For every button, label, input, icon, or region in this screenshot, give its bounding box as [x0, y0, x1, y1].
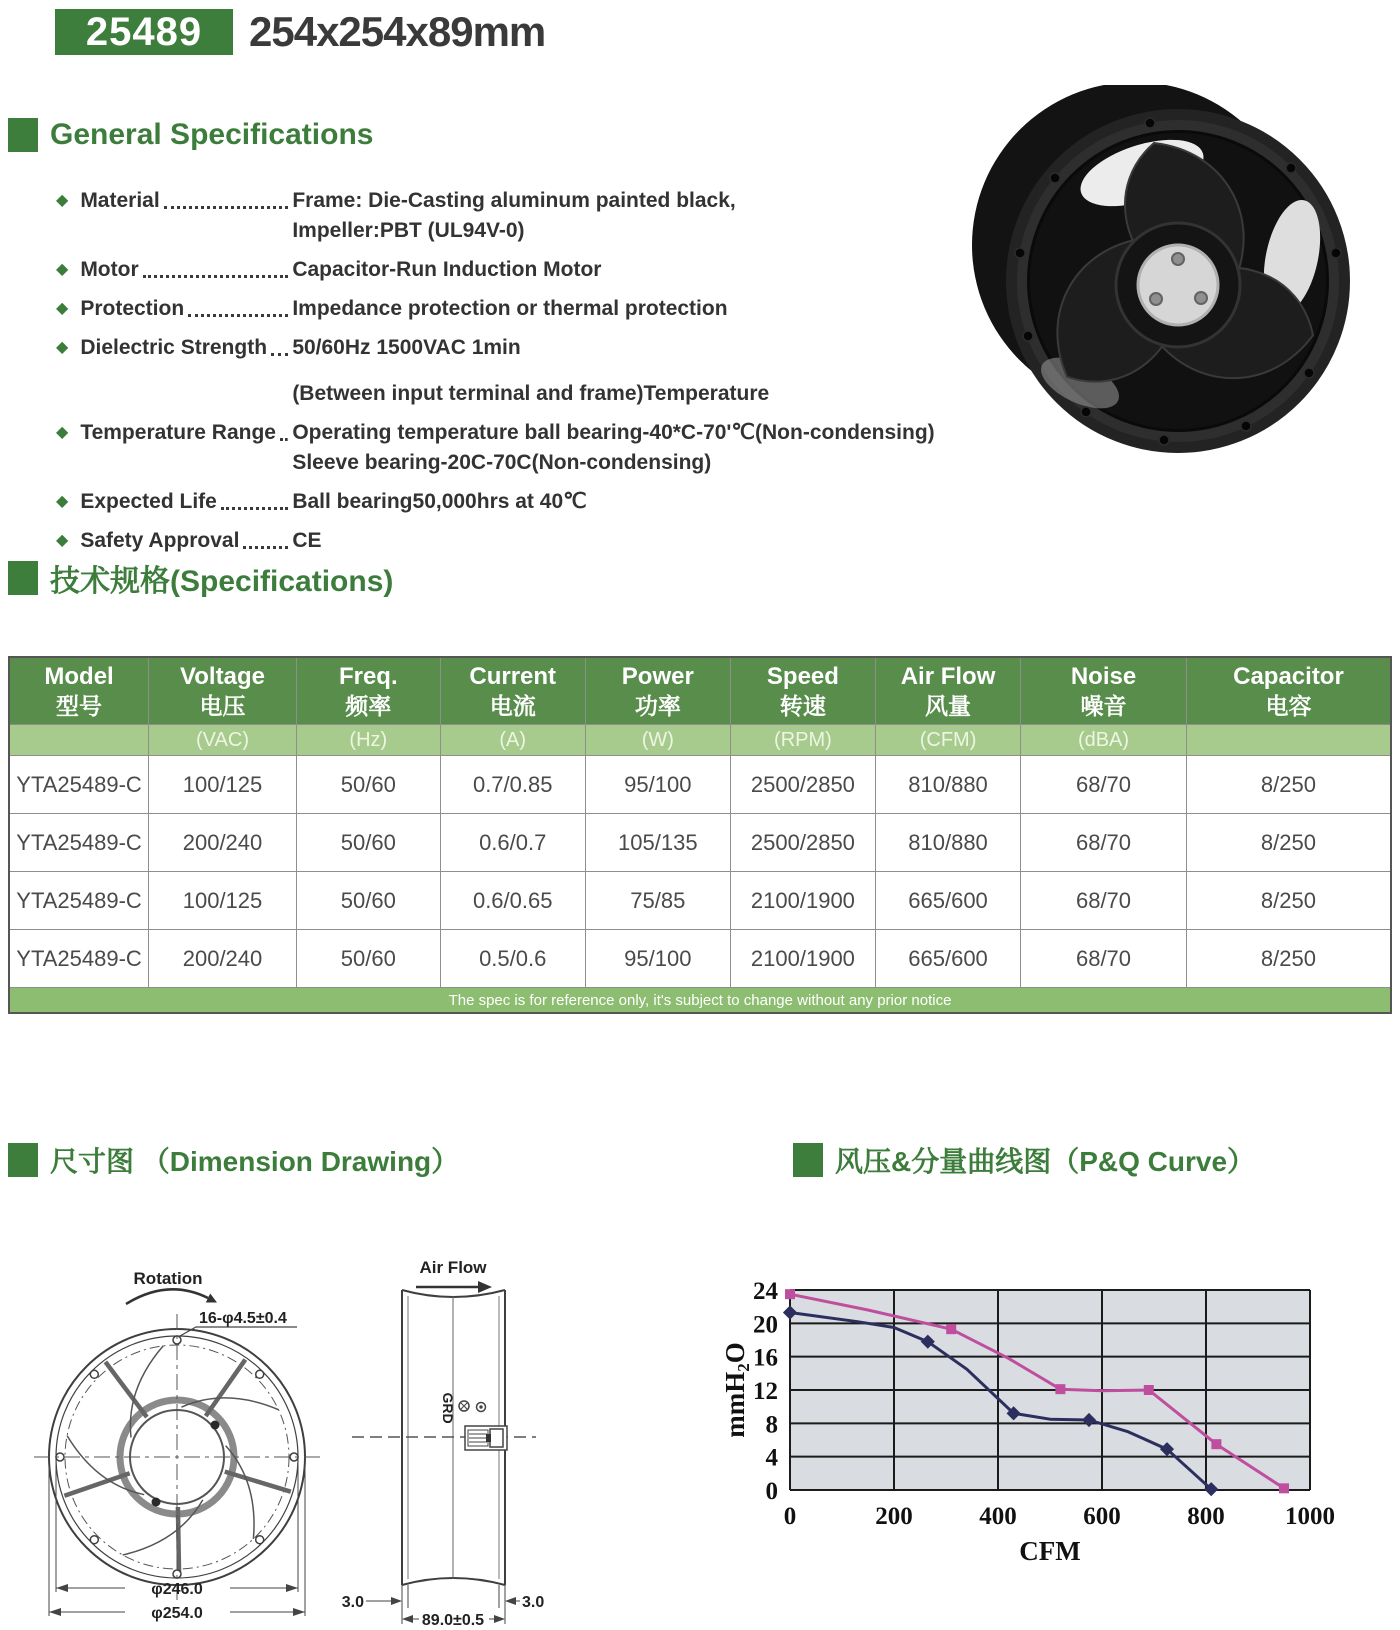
dot-leader: [143, 275, 289, 278]
diamond-bullet-icon: ◆: [56, 300, 69, 317]
page-header: [55, 8, 545, 56]
x-tick-label: 200: [875, 1503, 913, 1530]
spec-cell: 2100/1900: [730, 930, 875, 988]
spec-cell: YTA25489-C: [9, 814, 149, 872]
inner-diameter-label: φ246.0: [151, 1581, 203, 1598]
general-specifications-section: [8, 118, 938, 565]
spec-col-header: Voltage 电压: [149, 657, 297, 725]
spec-value-line: (Between input terminal and frame)Temperature: [292, 382, 770, 405]
spec-col-header: Speed 转速: [730, 657, 875, 725]
spec-col-unit: (VAC): [149, 725, 297, 756]
spec-table-unit-row: [9, 725, 1391, 756]
x-tick-label: 400: [979, 1503, 1017, 1530]
spec-item-label-wrap: [80, 487, 292, 517]
green-square-icon: [8, 118, 38, 152]
spec-value-line: Capacitor-Run Induction Motor: [292, 258, 602, 281]
spec-cell: 665/600: [875, 930, 1020, 988]
spec-cell: YTA25489-C: [9, 756, 149, 814]
spec-cell: 2500/2850: [730, 814, 875, 872]
spec-cell: 68/70: [1021, 930, 1187, 988]
spec-table: [8, 656, 1392, 1014]
spec-item-label: Dielectric Strength: [80, 336, 268, 359]
data-point-square: [785, 1289, 795, 1299]
dot-leader: [280, 438, 288, 441]
section-heading: General Specifications: [50, 118, 374, 151]
diamond-bullet-icon: ◆: [56, 424, 69, 441]
spec-cell: 95/100: [585, 930, 730, 988]
spec-item-label-wrap: [80, 418, 292, 448]
outer-diameter-label: φ254.0: [151, 1605, 203, 1622]
spec-item-label-wrap: [80, 526, 292, 556]
spec-item-label: Expected Life: [80, 490, 217, 513]
spec-value-line: 50/60Hz 1500VAC 1min: [292, 336, 521, 359]
diamond-bullet-icon: ◆: [56, 339, 69, 356]
spec-table-note: The spec is for reference only, it's subject to change without any prior notice: [9, 988, 1391, 1014]
green-square-icon: [793, 1143, 823, 1177]
general-spec-title: [8, 118, 938, 152]
spec-col-header: Model 型号: [9, 657, 149, 725]
spec-cell: 8/250: [1186, 756, 1391, 814]
dimension-drawing-svg: [20, 1250, 680, 1630]
spec-table-note-row: [9, 988, 1391, 1014]
air-flow-label: Air Flow: [419, 1258, 487, 1277]
fan-photo-svg: [930, 85, 1390, 470]
x-tick-label: 1000: [1285, 1503, 1335, 1530]
section-heading: 风压&分量曲线图（P&Q Curve）: [835, 1146, 1256, 1177]
spec-cell: 0.5/0.6: [440, 930, 585, 988]
spec-cell: 50/60: [296, 814, 440, 872]
spec-table-header-row: [9, 657, 1391, 725]
diamond-bullet-icon: ◆: [56, 192, 69, 209]
spec-col-unit: (dBA): [1021, 725, 1187, 756]
dot-leader: [164, 206, 289, 209]
spec-item-label: Temperature Range: [80, 421, 276, 444]
fan-product-photo: [930, 85, 1390, 470]
spec-item: [56, 526, 938, 556]
spec-table-row: [9, 872, 1391, 930]
diamond-bullet-icon: ◆: [56, 532, 69, 549]
data-point-square: [1279, 1483, 1289, 1493]
spec-item-value: [292, 526, 938, 556]
spec-cell: 665/600: [875, 872, 1020, 930]
spec-col-header: Power 功率: [585, 657, 730, 725]
spec-cell: 810/880: [875, 756, 1020, 814]
spec-cell: 50/60: [296, 756, 440, 814]
spec-col-unit: [1186, 725, 1391, 756]
spec-col-unit: (A): [440, 725, 585, 756]
spec-col-header: Air Flow 风量: [875, 657, 1020, 725]
spec-value-line: Impedance protection or thermal protection: [292, 297, 728, 320]
spec-cell: 100/125: [149, 872, 297, 930]
spec-table-title: [8, 556, 1392, 600]
spec-table-row: [9, 814, 1391, 872]
section-heading: 尺寸图 （Dimension Drawing）: [50, 1146, 460, 1177]
diamond-bullet-icon: ◆: [56, 261, 69, 278]
spec-col-header: Capacitor 电容: [1186, 657, 1391, 725]
y-tick-label: 12: [753, 1378, 778, 1405]
spec-value-line: Frame: Die-Casting aluminum painted black,: [292, 189, 736, 212]
spec-item-label-wrap: [80, 186, 292, 216]
specifications-section: [8, 556, 1392, 1014]
pq-curve-title: [793, 1140, 1255, 1180]
y-tick-label: 20: [753, 1311, 778, 1339]
spec-cell: 50/60: [296, 872, 440, 930]
depth-label: 89.0±0.5: [421, 1612, 485, 1629]
green-square-icon: [8, 561, 38, 595]
spec-item-value: [292, 487, 938, 517]
spec-cell: 200/240: [149, 814, 297, 872]
general-spec-list: [8, 186, 938, 556]
spec-cell: 105/135: [585, 814, 730, 872]
spec-cell: 100/125: [149, 756, 297, 814]
diamond-bullet-icon: ◆: [56, 493, 69, 510]
spec-value-line: Impeller:PBT (UL94V-0): [292, 219, 525, 242]
data-point-square: [1055, 1384, 1065, 1394]
spec-item-value: [292, 294, 938, 324]
pq-chart: [720, 1240, 1400, 1630]
spec-cell: 8/250: [1186, 814, 1391, 872]
spec-cell: 8/250: [1186, 930, 1391, 988]
spec-item-label: Motor: [80, 258, 139, 281]
spec-table-body: [9, 756, 1391, 988]
spec-col-unit: (Hz): [296, 725, 440, 756]
y-tick-label: 4: [765, 1444, 778, 1472]
spec-item-label-wrap: [80, 255, 292, 285]
model-code-badge: [55, 9, 233, 55]
dimension-drawing: [20, 1250, 680, 1630]
spec-item-label: Material: [80, 189, 160, 212]
spec-item-value: [292, 186, 938, 246]
spec-item-value: [292, 333, 938, 409]
spec-cell: 8/250: [1186, 872, 1391, 930]
spec-cell: 68/70: [1021, 756, 1187, 814]
spec-item: [56, 418, 938, 478]
dimension-drawing-title: [8, 1140, 459, 1180]
spec-value-line: Sleeve bearing-20C-70C(Non-condensing): [292, 451, 712, 474]
spec-item-value: [292, 418, 938, 478]
spec-item-value: [292, 255, 938, 285]
spec-col-header: Current 电流: [440, 657, 585, 725]
spec-cell: 68/70: [1021, 872, 1187, 930]
y-tick-label: 16: [753, 1344, 778, 1372]
x-tick-label: 0: [783, 1503, 797, 1530]
spec-item-label-wrap: [80, 333, 292, 363]
spec-col-unit: (RPM): [730, 725, 875, 756]
spec-col-unit: (W): [585, 725, 730, 756]
spec-cell: 200/240: [149, 930, 297, 988]
y-axis-label: mmH2O: [720, 1342, 753, 1438]
x-axis-label: CFM: [1019, 1536, 1081, 1566]
spec-value-line: CE: [292, 529, 322, 552]
spec-value-line: Operating temperature ball bearing-40*C-70'℃(Non-condensing): [292, 421, 935, 444]
spec-col-unit: [9, 725, 149, 756]
dot-leader: [221, 507, 288, 510]
grd-label: GRD: [440, 1392, 456, 1424]
spec-cell: 68/70: [1021, 814, 1187, 872]
y-tick-label: 8: [765, 1411, 778, 1439]
green-square-icon: [8, 1143, 38, 1177]
spec-item: [56, 487, 938, 517]
data-point-square: [946, 1324, 956, 1334]
spec-cell: 2500/2850: [730, 756, 875, 814]
spec-item: [56, 255, 938, 285]
x-tick-label: 600: [1083, 1503, 1121, 1530]
spec-item-label: Safety Approval: [80, 529, 240, 552]
x-tick-label: 800: [1187, 1503, 1225, 1530]
spec-cell: YTA25489-C: [9, 930, 149, 988]
dot-leader: [243, 546, 288, 549]
spec-cell: 0.7/0.85: [440, 756, 585, 814]
spec-cell: 810/880: [875, 814, 1020, 872]
flange-right-label: 3.0: [522, 1594, 545, 1611]
mounting-holes-label: 16-φ4.5±0.4: [199, 1310, 287, 1327]
spec-col-header: Freq. 频率: [296, 657, 440, 725]
flange-left-label: 3.0: [341, 1594, 364, 1611]
data-point-square: [1144, 1385, 1154, 1395]
spec-item-label-wrap: [80, 294, 292, 324]
spec-cell: 0.6/0.65: [440, 872, 585, 930]
model-code: 25489: [85, 9, 203, 54]
spec-table-row: [9, 756, 1391, 814]
dot-leader: [271, 353, 288, 356]
dot-leader: [188, 314, 288, 317]
page-title: 254x254x89mm: [249, 8, 546, 55]
spec-item: [56, 186, 938, 246]
y-tick-label: 0: [765, 1478, 778, 1505]
spec-cell: YTA25489-C: [9, 872, 149, 930]
spec-value-line: Ball bearing50,000hrs at 40℃: [292, 490, 587, 513]
spec-cell: 95/100: [585, 756, 730, 814]
spec-col-header: Noise 噪音: [1021, 657, 1187, 725]
data-point-square: [1211, 1439, 1221, 1449]
spec-cell: 75/85: [585, 872, 730, 930]
spec-item: [56, 294, 938, 324]
spec-item: [56, 333, 938, 409]
spec-item-label: Protection: [80, 297, 185, 320]
spec-cell: 2100/1900: [730, 872, 875, 930]
rotation-label: Rotation: [133, 1269, 203, 1288]
pq-chart-svg: [720, 1240, 1400, 1630]
spec-cell: 50/60: [296, 930, 440, 988]
y-tick-label: 24: [753, 1278, 778, 1305]
spec-col-unit: (CFM): [875, 725, 1020, 756]
section-heading: 技术规格(Specifications): [50, 565, 394, 598]
spec-cell: 0.6/0.7: [440, 814, 585, 872]
spec-table-row: [9, 930, 1391, 988]
